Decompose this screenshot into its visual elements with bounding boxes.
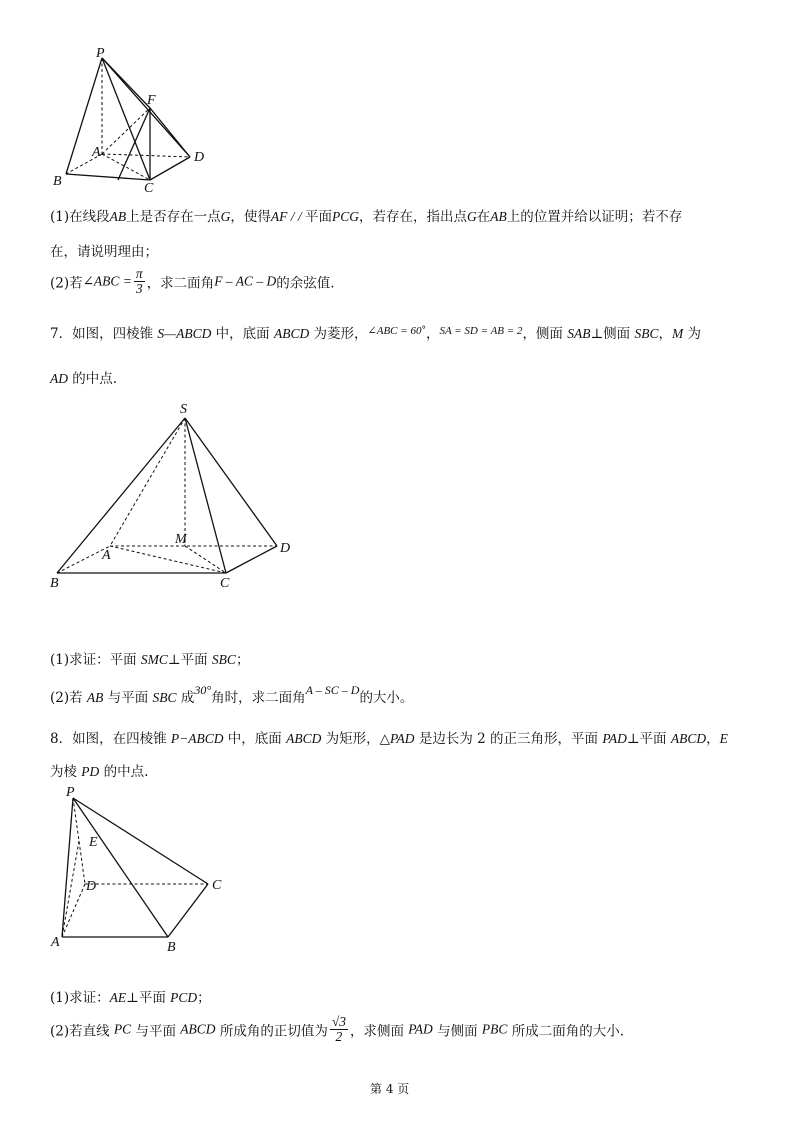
q8-stem-line1: 8．如图，在四棱锥 P−ABCD 中，底面 ABCD 为矩形，△PAD 是边长为 2 的正三角形，平面 PAD⊥平面 ABCD，E — [50, 731, 728, 747]
label-p: P — [96, 46, 105, 61]
label-a: A — [51, 935, 60, 950]
q6-part1: (1)在线段AB上是否存在一点G，使得AF / / 平面PCG，若存在，指出点G在AB上的位置并给以证明；若不存 — [50, 209, 683, 225]
q6-part2: (2)若∠ABC = $\frac{\pi}{3}$ ，求二面角F – AC – D的余弦值. — [50, 266, 335, 297]
q8-part2: (2)若直线 PC 与平面 ABCD 所成角的正切值为 $\frac{√3}{2}$ ，求侧面 PAD 与侧面 PBC 所成二面角的大小. — [50, 1014, 624, 1045]
q7-part1: (1)求证：平面 SMC⊥平面 SBC； — [50, 652, 250, 668]
label-d: D — [280, 541, 291, 556]
label-b: B — [167, 940, 176, 955]
figure-pyramid-sabcd — [40, 395, 310, 600]
label-s: S — [180, 402, 187, 417]
label-a: A — [92, 145, 101, 160]
label-a: A — [102, 548, 111, 563]
q8-stem-line2: 为棱 PD 的中点. — [50, 764, 149, 780]
label-b: B — [53, 174, 62, 189]
figure-pyramid-pfacd — [40, 40, 220, 200]
label-p: P — [66, 785, 75, 800]
label-b: B — [50, 576, 59, 591]
page-number: 第 4 页 — [370, 1082, 410, 1096]
q8-part1: (1)求证：AE⊥平面 PCD； — [50, 990, 211, 1006]
label-c: C — [220, 576, 230, 591]
q7-part2: (2)若 AB 与平面 SBC 成30°角时，求二面角A – SC – D的大小。 — [50, 683, 414, 706]
q7-stem-line2: AD 的中点. — [50, 371, 118, 387]
figure-pyramid-pabcd — [40, 780, 240, 955]
label-c: C — [212, 878, 222, 893]
label-m: M — [175, 532, 187, 547]
label-d: D — [86, 879, 97, 894]
label-c: C — [144, 181, 154, 196]
label-d: D — [194, 150, 205, 165]
label-e: E — [89, 835, 98, 850]
q6-part1-cont: 在，请说明理由； — [50, 244, 158, 260]
label-f: F — [147, 93, 156, 108]
q7-stem-line1: 7．如图，四棱锥 S—ABCD 中，底面 ABCD 为菱形，$^{\angle ABC = 60^\circ}$，$^{SA = SD = AB = 2}$，侧面 SAB⊥侧面 SBC，M 为 — [50, 325, 702, 342]
